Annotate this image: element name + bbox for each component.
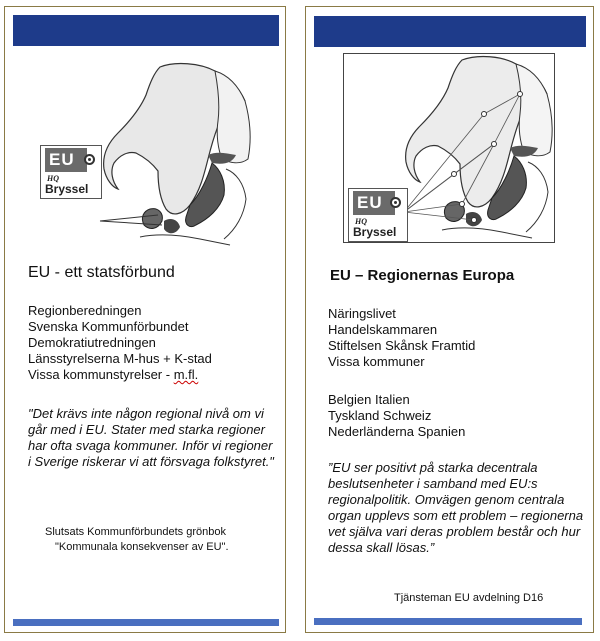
- target-icon: [84, 154, 95, 165]
- list-item: Länsstyrelserna M-hus + K-stad: [28, 351, 212, 366]
- source-line: "Kommunala konsekvenser av EU".: [55, 541, 229, 553]
- list-item: Demokratiutredningen: [28, 335, 156, 350]
- footer-bar: [314, 618, 582, 625]
- right-panel: [305, 6, 594, 633]
- left-panel: [4, 6, 286, 633]
- country-list: [328, 392, 465, 440]
- list-item-suffix: m.fl.: [173, 367, 199, 382]
- hq-city: Bryssel: [353, 225, 397, 239]
- list-item: Handelskammaren: [328, 322, 438, 337]
- eu-hq-label: [40, 145, 102, 199]
- eu-logo: EU: [353, 191, 395, 215]
- quote-source: [45, 525, 229, 555]
- hq-text: HQ: [355, 217, 367, 226]
- list-item: Regionberedningen: [28, 303, 142, 318]
- supporter-list: [28, 303, 212, 383]
- list-item: Svenska Kommunförbundet: [28, 319, 189, 334]
- header-bar: [13, 15, 279, 46]
- list-item-text: Vissa kommunstyrelser -: [28, 367, 174, 382]
- panel-title: EU – Regionernas Europa: [330, 267, 515, 284]
- eu-logo: EU: [45, 148, 87, 172]
- supporter-list: [328, 306, 475, 370]
- list-item: Näringslivet: [328, 306, 396, 321]
- list-item: Vissa kommuner: [328, 354, 425, 369]
- target-icon: [390, 197, 401, 208]
- quote-text: ”EU ser positivt på starka decentrala beslutsenheter i samband med EU:s regionalpolitik. Omvägen genom centrala organ upplevs som ett problem – regionerna vet själva vari deras problem består och hur dessa skall lösas.”: [328, 460, 584, 555]
- hq-city: Bryssel: [45, 182, 89, 196]
- list-item: Nederländerna Spanien: [328, 424, 466, 439]
- europe-regions-map: [343, 53, 555, 243]
- list-item: Belgien Italien: [328, 392, 410, 407]
- footer-bar: [13, 619, 279, 626]
- list-item: Tyskland Schweiz: [328, 408, 432, 423]
- hq-text: HQ: [47, 174, 59, 183]
- list-item: Stiftelsen Skånsk Framtid: [328, 338, 476, 353]
- eu-hq-label: [348, 188, 408, 242]
- quote-text: "Det krävs inte någon regional nivå om vi går med i EU. Stater med starka regioner har ofta svaga kommuner. Inför vi regioner i Sverige riskerar vi att försvaga folkstyret.": [28, 406, 274, 469]
- list-item: [28, 367, 212, 383]
- panel-title: EU - ett statsförbund: [28, 264, 175, 281]
- source-line: Slutsats Kommunförbundets grönbok: [45, 526, 226, 538]
- header-bar: [314, 16, 586, 47]
- quote-source: Tjänsteman EU avdelning D16: [394, 592, 544, 604]
